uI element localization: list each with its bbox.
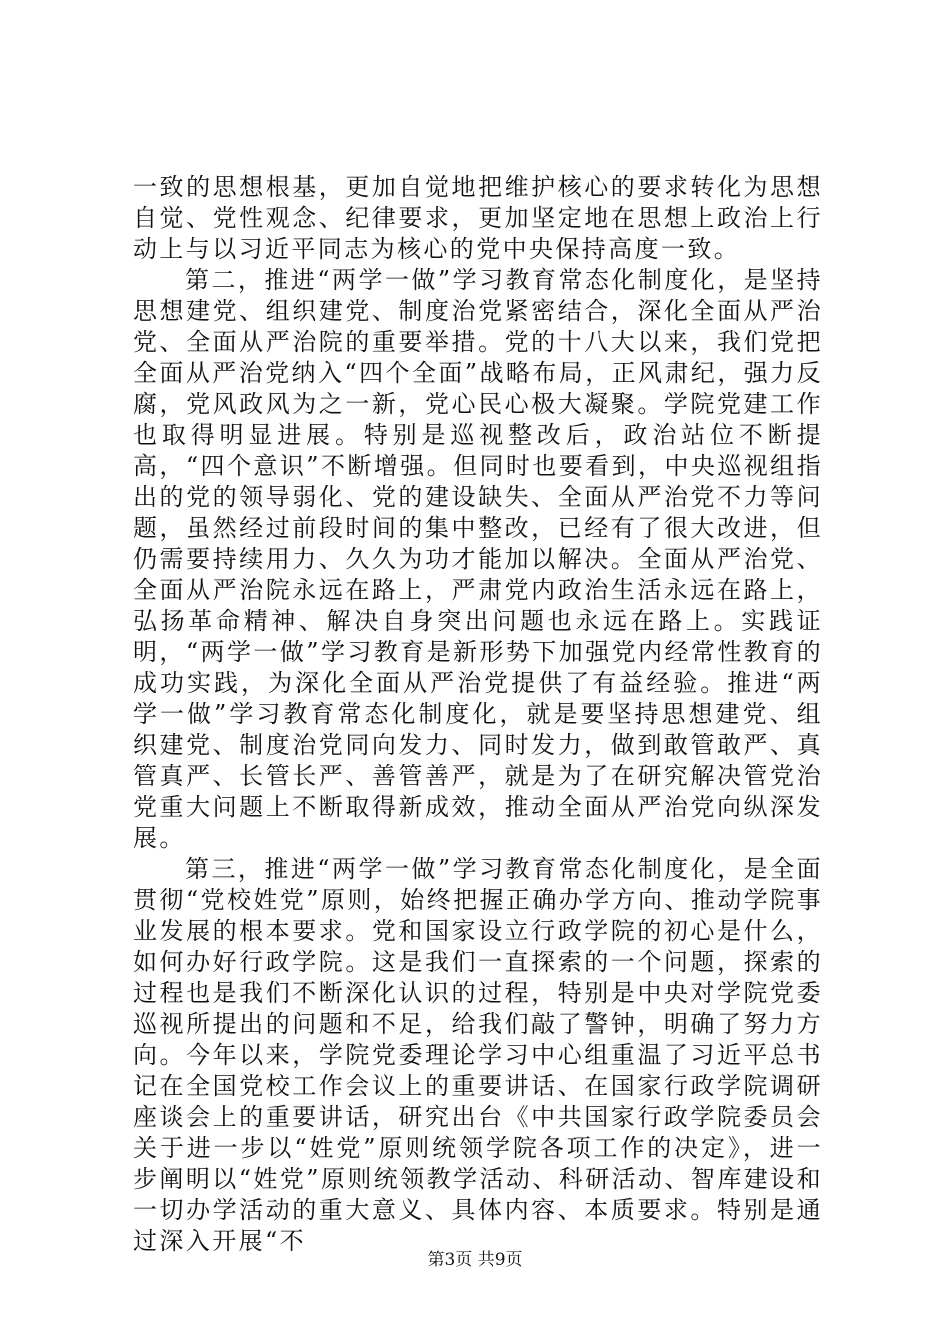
- paragraph-2: 第二，推进“两学一做”学习教育常态化制度化，是坚持思想建党、组织建党、制度治党紧密结合，深化全面从严治党、全面从严治院的重要举措。党的十八大以来，我们党把全面从严治党纳入“四个全面”战略布局，正风肃纪，强力反腐，党风政风为之一新，党心民心极大凝聚。学院党建工作也取得明显进展。特别是巡视整改后，政治站位不断提高，“四个意识”不断增强。但同时也要看到，中央巡视组指出的党的领导弱化、党的建设缺失、全面从严治党不力等问题，虽然经过前段时间的集中整改，已经有了很大改进，但仍需要持续用力、久久为功才能加以解决。全面从严治党、全面从严治院永远在路上，严肃党内政治生活永远在路上，弘扬革命精神、解决自身突出问题也永远在路上。实践证明，“两学一做”学习教育是新形势下加强党内经常性教育的成功实践，为深化全面从严治党提供了有益经验。推进“两学一做”学习教育常态化制度化，就是要坚持思想建党、组织建党、制度治党同向发力、同时发力，做到敢管敢严、真管真严、长管长严、善管善严，就是为了在研究解决管党治党重大问题上不断取得新成效，推动全面从严治党向纵深发展。: [133, 266, 823, 852]
- page-footer: 第3页 共9页: [427, 1250, 523, 1270]
- document-body: [133, 172, 823, 1257]
- paragraph-1: 一致的思想根基，更加自觉地把维护核心的要求转化为思想自觉、党性观念、纪律要求，更加坚定地在思想上政治上行动上与以习近平同志为核心的党中央保持高度一致。: [133, 173, 823, 263]
- paragraph-3: 第三，推进“两学一做”学习教育常态化制度化，是全面贯彻“党校姓党”原则，始终把握正确办学方向、推动学院事业发展的根本要求。党和国家设立行政学院的初心是什么，如何办好行政学院。这是我们一直探索的一个问题，探索的过程也是我们不断深化认识的过程，特别是中央对学院党委巡视所提出的问题和不足，给我们敲了警钟，明确了努力方向。今年以来，学院党委理论学习中心组重温了习近平总书记在全国党校工作会议上的重要讲话、在国家行政学院调研座谈会上的重要讲话，研究出台《中共国家行政学院委员会关于进一步以“姓党”原则统领学院各项工作的决定》，进一步阐明以“姓党”原则统领教学活动、科研活动、智库建设和一切办学活动的重大意义、具体内容、本质要求。特别是通过深入开展“不: [133, 855, 823, 1255]
